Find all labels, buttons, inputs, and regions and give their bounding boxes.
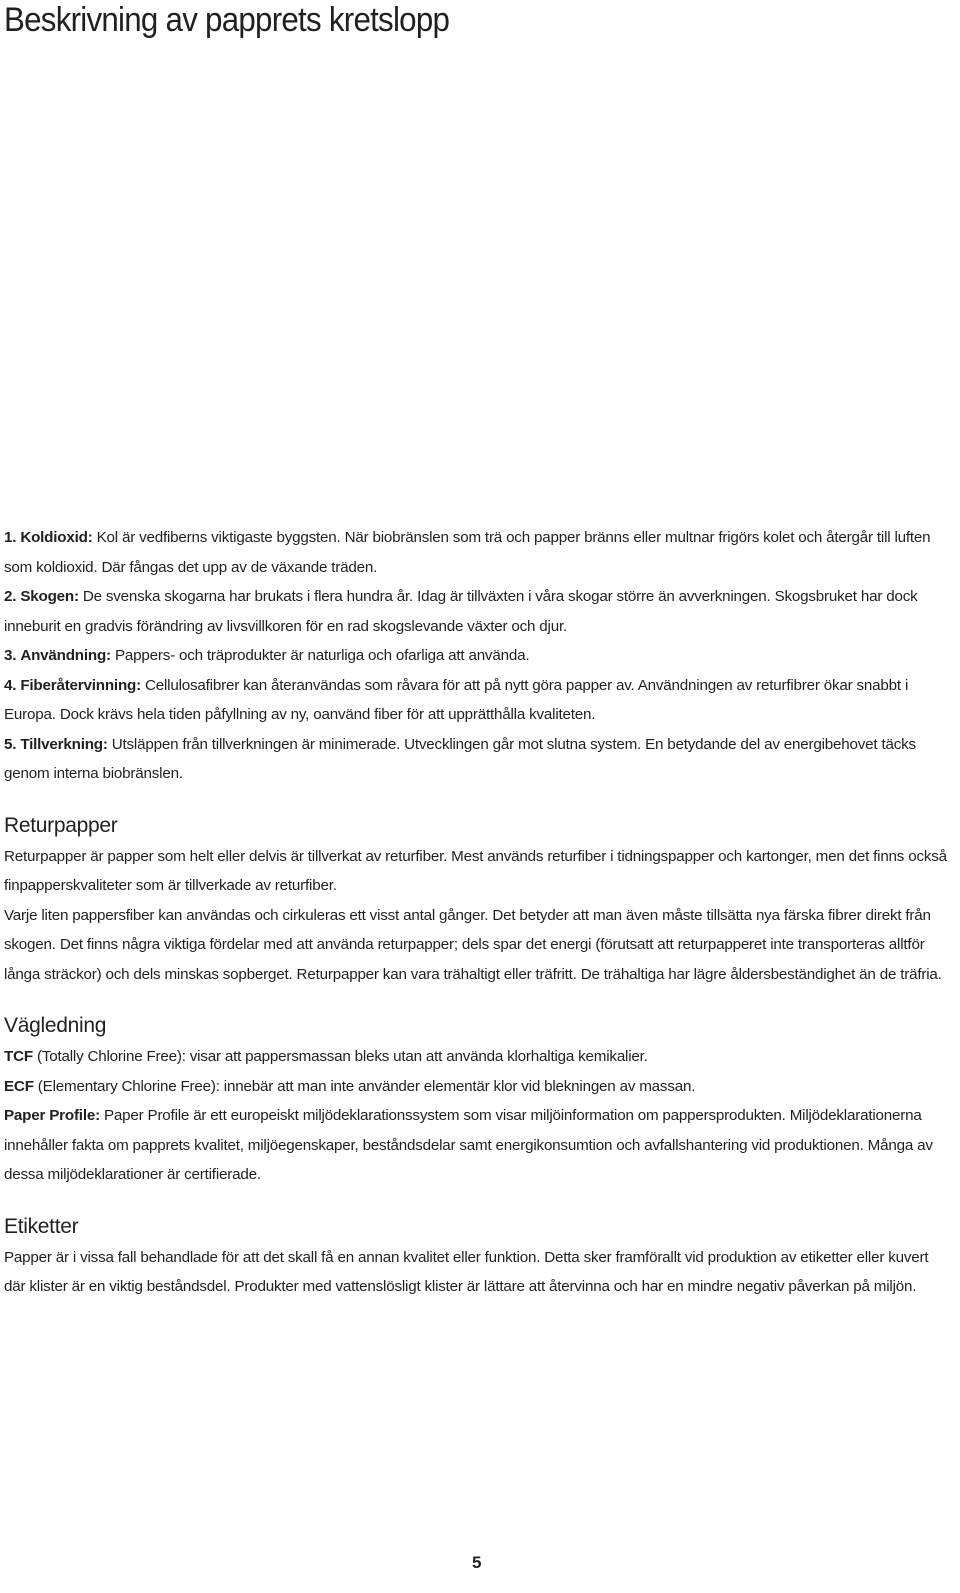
item-number: 2.: [4, 588, 17, 605]
item-term: Fiberåtervinning:: [20, 676, 141, 694]
text-ecf: (Elementary Chlorine Free): innebär att man inte använder elementär klor vid blekningen av massan.: [33, 1077, 696, 1095]
main-content: [4, 523, 950, 1302]
paragraph: Returpapper är papper som helt eller delvis är tillverkat av returfiber. Mest används returfiber i tidningspapper och kartonger, men det finns också finpapperskvaliteter som är tillverkade av returfiber.: [4, 847, 947, 894]
term-paper-profile: Paper Profile:: [4, 1107, 100, 1124]
paragraph-tcf: [4, 1042, 950, 1072]
text-tcf: (Totally Chlorine Free): visar att pappersmassan bleks utan att använda klorhaltiga kemikalier.: [32, 1048, 648, 1065]
section-returpapper: [4, 811, 950, 990]
section-heading: Returpapper: [4, 813, 118, 837]
item-text: Pappers- och träprodukter är naturliga och ofarliga att använda.: [110, 647, 530, 664]
paragraph: Varje liten pappersfiber kan användas och cirkuleras ett visst antal gånger. Det betyder att man även måste tillsätta nya färska fibrer direkt från skogen. Det finns några viktiga fördelar med att använda returpapper; dels spar det energi (förutsatt att returpapperet inte transporteras alltför långa sträckor) och dels minskas sopberget. Returpapper kan vara trähaltigt eller träfritt. De trähaltiga har lägre åldersbeständighet än de träfria.: [4, 906, 942, 983]
item-text: Kol är vedfiberns viktigaste byggsten. När biobränslen som trä och papper bränns eller multnar frigörs kolet och återgår till luften som koldioxid. Där fångas det upp av de växande träden.: [4, 529, 931, 576]
item-text: Cellulosafibrer kan återanvändas som råvara för att på nytt göra papper av. Användningen av returfibrer ökar snabbt i Europa. Dock krävs hela tiden påfyllning av ny, oanvänd fiber för att upprätthålla kvaliteten.: [4, 676, 909, 723]
page-number: 5: [472, 1553, 482, 1572]
item-number: 3.: [4, 647, 17, 664]
item-text: De svenska skogarna har brukats i flera hundra år. Idag är tillväxten i våra skogar större än avverkningen. Skogsbruket har dock inneburit en gradvis förändring av livsvillkoren för en rad skogslevande växter och djur.: [4, 588, 918, 635]
section-vagledning: [4, 1011, 950, 1190]
term-ecf: ECF: [4, 1077, 34, 1095]
item-term: Användning:: [20, 647, 111, 664]
list-item: [4, 641, 950, 671]
item-text: Utsläppen från tillverkningen är minimerade. Utvecklingen går mot slutna system. En betydande del av energibehovet täcks genom interna biobränslen.: [4, 735, 916, 782]
list-item: [4, 582, 950, 641]
item-number: 5.: [4, 735, 17, 753]
list-item: [4, 671, 950, 730]
paragraph-paper-profile: [4, 1101, 950, 1190]
item-term: Skogen:: [20, 588, 79, 605]
paragraph-ecf: [4, 1072, 950, 1102]
section-heading: Vägledning: [4, 1014, 107, 1037]
text-paper-profile: Paper Profile är ett europeiskt miljödeklarationssystem som visar miljöinformation om pappersprodukten. Miljödeklarationerna innehåller fakta om papprets kvalitet, miljöegenskaper, beståndsdelar samt energikonsumtion och avfallshantering vid produktionen. Många av dessa miljödeklarationer är certifierade.: [4, 1107, 933, 1183]
item-number: 1.: [4, 529, 17, 546]
list-item: [4, 730, 950, 789]
item-term: Tillverkning:: [20, 735, 108, 753]
paragraph: Papper är i vissa fall behandlade för att det skall få en annan kvalitet eller funktion. Detta sker framförallt vid produktion av etiketter eller kuvert där klister är en viktig beståndsdel. Produkter med vattenslösligt klister är lättare att återvinna och har en mindre negativ påverkan på miljön.: [4, 1248, 929, 1295]
list-item: [4, 523, 950, 582]
page-title: Beskrivning av papprets kretslopp: [4, 1, 450, 39]
term-tcf: TCF: [4, 1048, 33, 1065]
item-term: Koldioxid:: [20, 529, 93, 546]
cycle-list: [4, 523, 950, 789]
section-heading: Etiketter: [4, 1214, 79, 1238]
section-etiketter: [4, 1212, 950, 1302]
item-number: 4.: [4, 676, 17, 694]
